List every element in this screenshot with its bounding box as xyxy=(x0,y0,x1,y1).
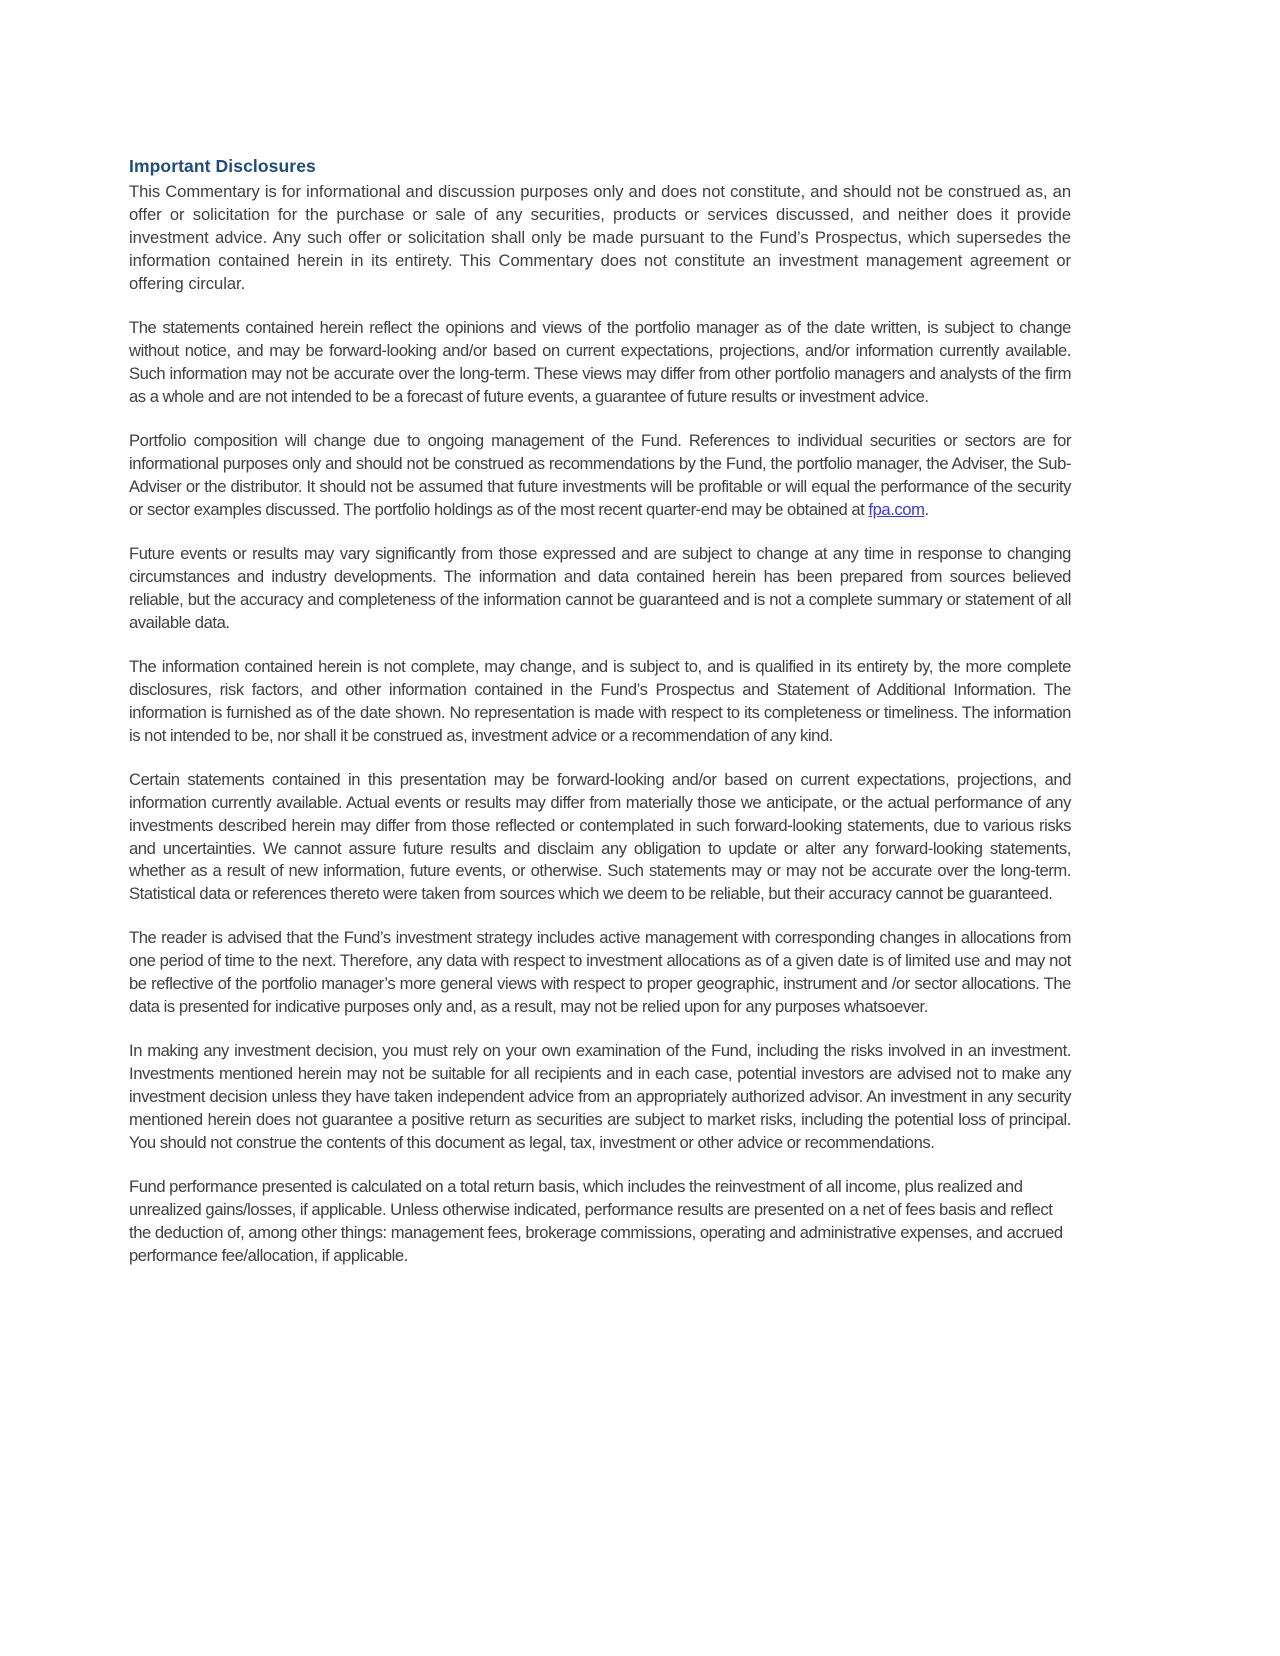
document-body xyxy=(129,155,1071,1268)
paragraph-fund-performance: Fund performance presented is calculated on a total return basis, which includes the reinvestment of all income, plus realized and unrealized gains/losses, if applicable. Unless otherwise indicated, performance results are presented on a net of fees basis and reflect the deduction of, among other things: management fees, brokerage commissions, operating and administrative expenses, and accrued performance fee/allocation, if applicable. xyxy=(129,1177,1063,1266)
paragraph-opinions-and-views: The statements contained herein reflect the opinions and views of the portfolio manager as of the date written, is subject to change without notice, and may be forward-looking and/or based on current expectations, projections, and/or information currently available. Such information may not be accurate over the long-term. These views may differ from other portfolio managers and analysts of the firm as a whole and are not intended to be a forecast of future events, a guarantee of future results or investment advice. xyxy=(129,318,1071,407)
paragraph-active-management: The reader is advised that the Fund’s investment strategy includes active management with corresponding changes in allocations from one period of time to the next. Therefore, any data with respect to investment allocations as of a given date is of limited use and may not be reflective of the portfolio manager’s more general views with respect to proper geographic, instrument and /or sector allocations. The data is presented for indicative purposes only and, as a result, may not be relied upon for any purposes whatsoever. xyxy=(129,928,1071,1017)
fpa-website-link[interactable]: fpa.com xyxy=(868,499,925,519)
paragraph-investment-decision: In making any investment decision, you must rely on your own examination of the Fund, including the risks involved in an investment. Investments mentioned herein may not be suitable for all recipients and in each case, potential investors are advised not to make any investment decision unless they have taken independent advice from an appropriately authorized advisor. An investment in any security mentioned herein does not guarantee a positive return as securities are subject to market risks, including the potential loss of principal. You should not construe the contents of this document as legal, tax, investment or other advice or recommendations. xyxy=(129,1041,1071,1153)
paragraph-purpose-of-commentary: This Commentary is for informational and discussion purposes only and does not constitute, and should not be construed as, an offer or solicitation for the purchase or sale of any securities, products or services discussed, and neither does it provide investment advice. Any such offer or solicitation shall only be made pursuant to the Fund’s Prospectus, which supersedes the information contained herein in its entirety. This Commentary does not constitute an investment management agreement or offering circular. xyxy=(129,182,1071,294)
paragraph-information-not-complete: The information contained herein is not complete, may change, and is subject to, and is qualified in its entirety by, the more complete disclosures, risk factors, and other information contained in the Fund’s Prospectus and Statement of Additional Information. The information is furnished as of the date shown. No representation is made with respect to its completeness or timeliness. The information is not intended to be, nor shall it be construed as, investment advice or a recommendation of any kind. xyxy=(129,656,1071,745)
paragraph-portfolio-composition xyxy=(129,430,1071,522)
paragraph-portfolio-composition-tail: . xyxy=(924,499,929,519)
paragraph-portfolio-composition-text: Portfolio composition will change due to ongoing management of the Fund. References to individual securities or sectors are for informational purposes only and should not be construed as recommendations by the Fund, the portfolio manager, the Adviser, the Sub-Adviser or the distributor. It should not be assumed that future investments will be profitable or will equal the performance of the security or sector examples discussed. The portfolio holdings as of the most recent quarter-end may be obtained at xyxy=(129,430,1071,519)
page-title: Important Disclosures xyxy=(129,156,316,176)
paragraph-future-events: Future events or results may vary significantly from those expressed and are subject to change at any time in response to changing circumstances and industry developments. The information and data contained herein has been prepared from sources believed reliable, but the accuracy and completeness of the information cannot be guaranteed and is not a complete summary or statement of all available data. xyxy=(129,543,1071,632)
paragraph-forward-looking-statements: Certain statements contained in this presentation may be forward-looking and/or based on current expectations, projections, and information currently available. Actual events or results may differ from materially those we anticipate, or the actual performance of any investments described herein may differ from those reflected or contemplated in such forward-looking statements, due to various risks and uncertainties. We cannot assure future results and disclaim any obligation to update or alter any forward-looking statements, whether as a result of new information, future events, or otherwise. Such statements may or may not be accurate over the long-term. Statistical data or references thereto were taken from sources which we deem to be reliable, but their accuracy cannot be guaranteed. xyxy=(129,769,1071,904)
